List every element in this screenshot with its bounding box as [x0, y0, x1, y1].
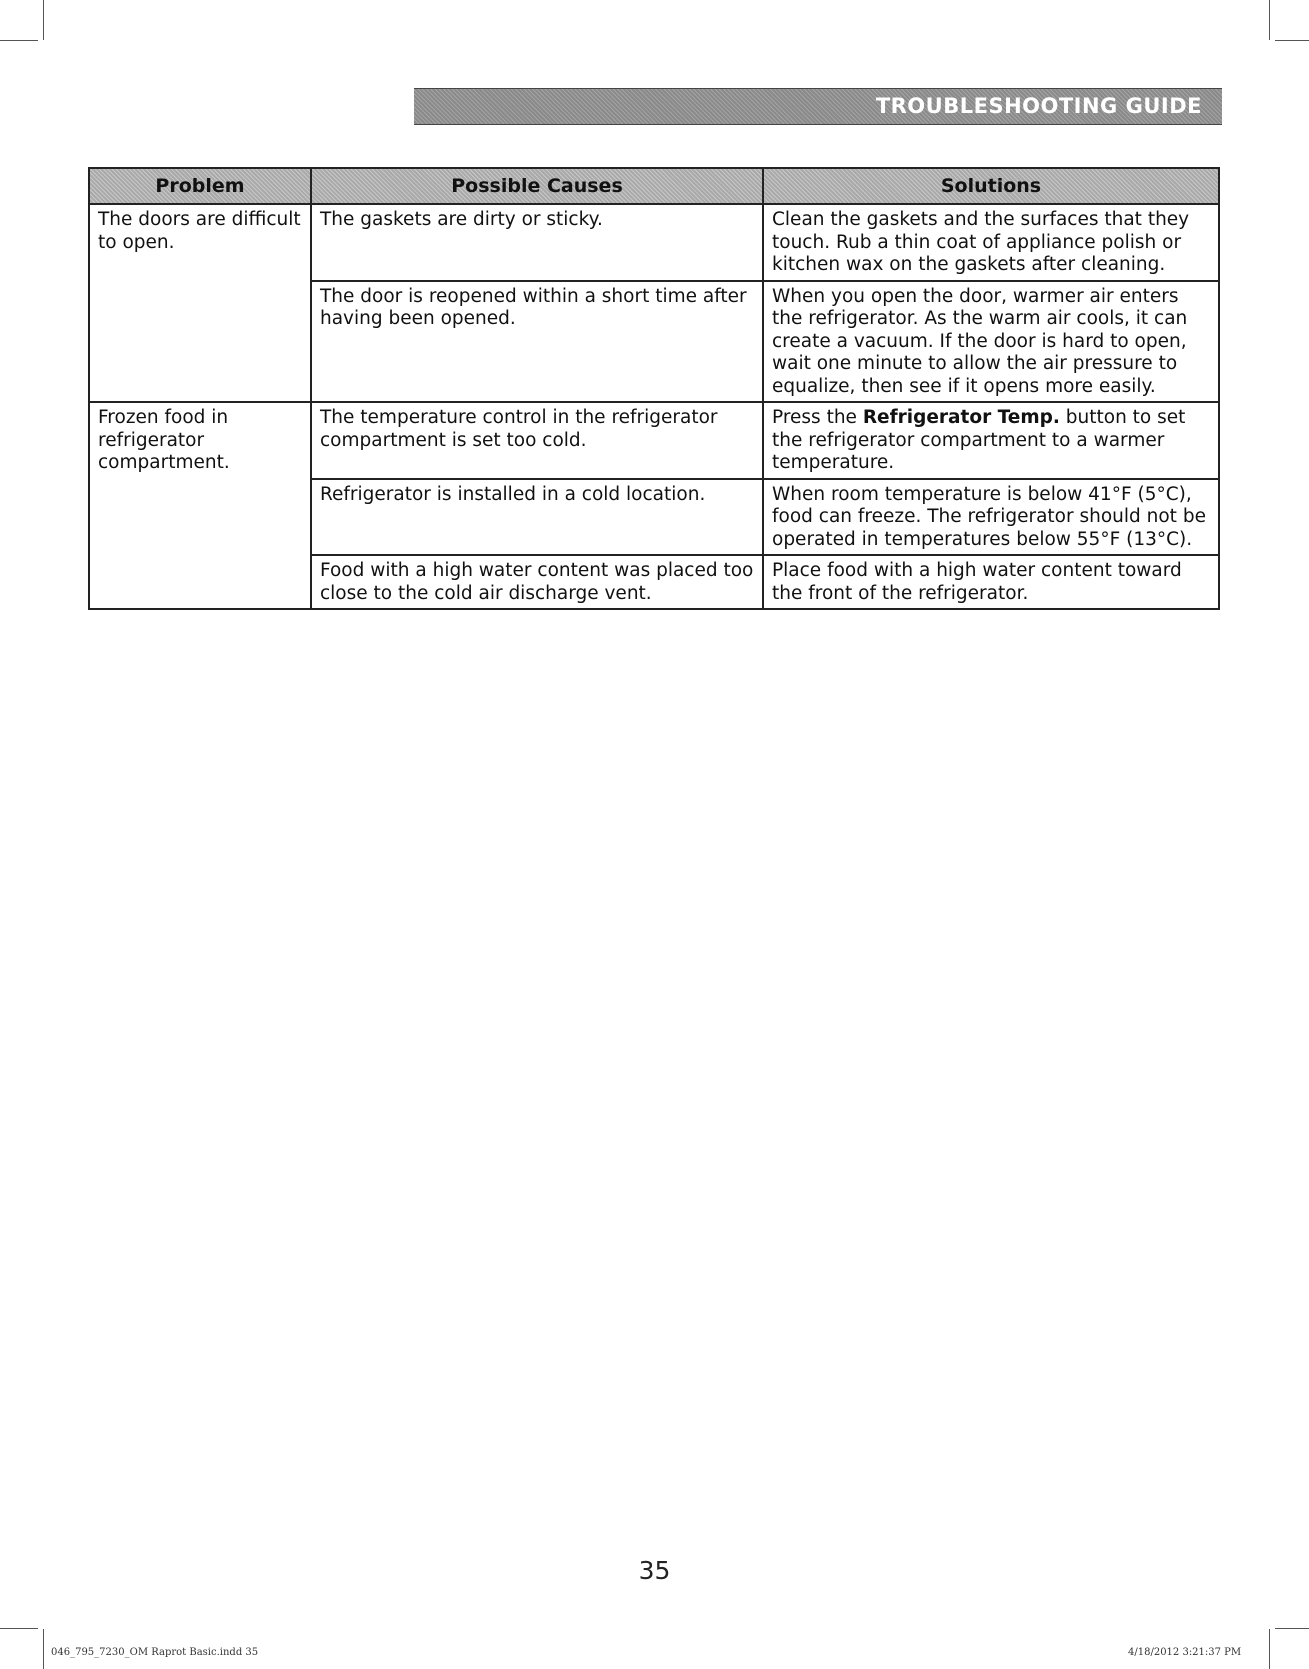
solution-cell: When room temperature is below 41°F (5°C), food can freeze. The refrigerator should not be operated in temperatures below 55°F (13°C).: [763, 479, 1219, 556]
crop-mark: [43, 1629, 44, 1669]
crop-mark: [1275, 40, 1309, 41]
cause-cell: Refrigerator is installed in a cold location.: [311, 479, 763, 556]
cause-cell: The temperature control in the refrigerator compartment is set too cold.: [311, 402, 763, 479]
crop-mark: [0, 1628, 38, 1629]
solution-cell: [763, 402, 1219, 479]
date-stamp: 4/18/2012 3:21:37 PM: [1128, 1647, 1242, 1658]
cause-cell: The gaskets are dirty or sticky.: [311, 204, 763, 281]
table-row: [89, 402, 1219, 479]
problem-cell: The doors are difficult to open.: [89, 204, 311, 402]
button-name-text: Refrigerator Temp.: [862, 407, 1060, 428]
cause-cell: The door is reopened within a short time after having been opened.: [311, 281, 763, 403]
column-header-causes: Possible Causes: [311, 168, 763, 204]
crop-mark: [1269, 1629, 1270, 1669]
table-header-row: [89, 168, 1219, 204]
crop-mark: [1269, 0, 1270, 40]
solution-cell: Place food with a high water content toward the front of the refrigerator.: [763, 555, 1219, 609]
table-row: [89, 204, 1219, 281]
crop-mark: [43, 0, 44, 40]
solution-cell: Clean the gaskets and the surfaces that they touch. Rub a thin coat of appliance polish or kitchen wax on the gaskets after cleaning.: [763, 204, 1219, 281]
section-title: TROUBLESHOOTING GUIDE: [875, 94, 1202, 118]
problem-cell: Frozen food in refrigerator compartment.: [89, 402, 311, 609]
solution-cell: When you open the door, warmer air enters the refrigerator. As the warm air cools, it can create a vacuum. If the door is hard to open, wait one minute to allow the air pressure to equalize, then see if it opens more easily.: [763, 281, 1219, 403]
cause-cell: Food with a high water content was placed too close to the cold air discharge vent.: [311, 555, 763, 609]
file-slug: 046_795_7230_OM Raprot Basic.indd 35: [51, 1647, 259, 1658]
troubleshooting-table: [88, 167, 1220, 610]
crop-mark: [0, 40, 38, 41]
solution-text: button to set the refrigerator compartment to a warmer temperature.: [772, 407, 1186, 473]
column-header-solutions: Solutions: [763, 168, 1219, 204]
solution-text: Press the: [772, 407, 863, 428]
section-banner: [414, 88, 1222, 125]
column-header-problem: Problem: [89, 168, 311, 204]
page-number: 35: [638, 1556, 671, 1585]
crop-mark: [1275, 1628, 1309, 1629]
